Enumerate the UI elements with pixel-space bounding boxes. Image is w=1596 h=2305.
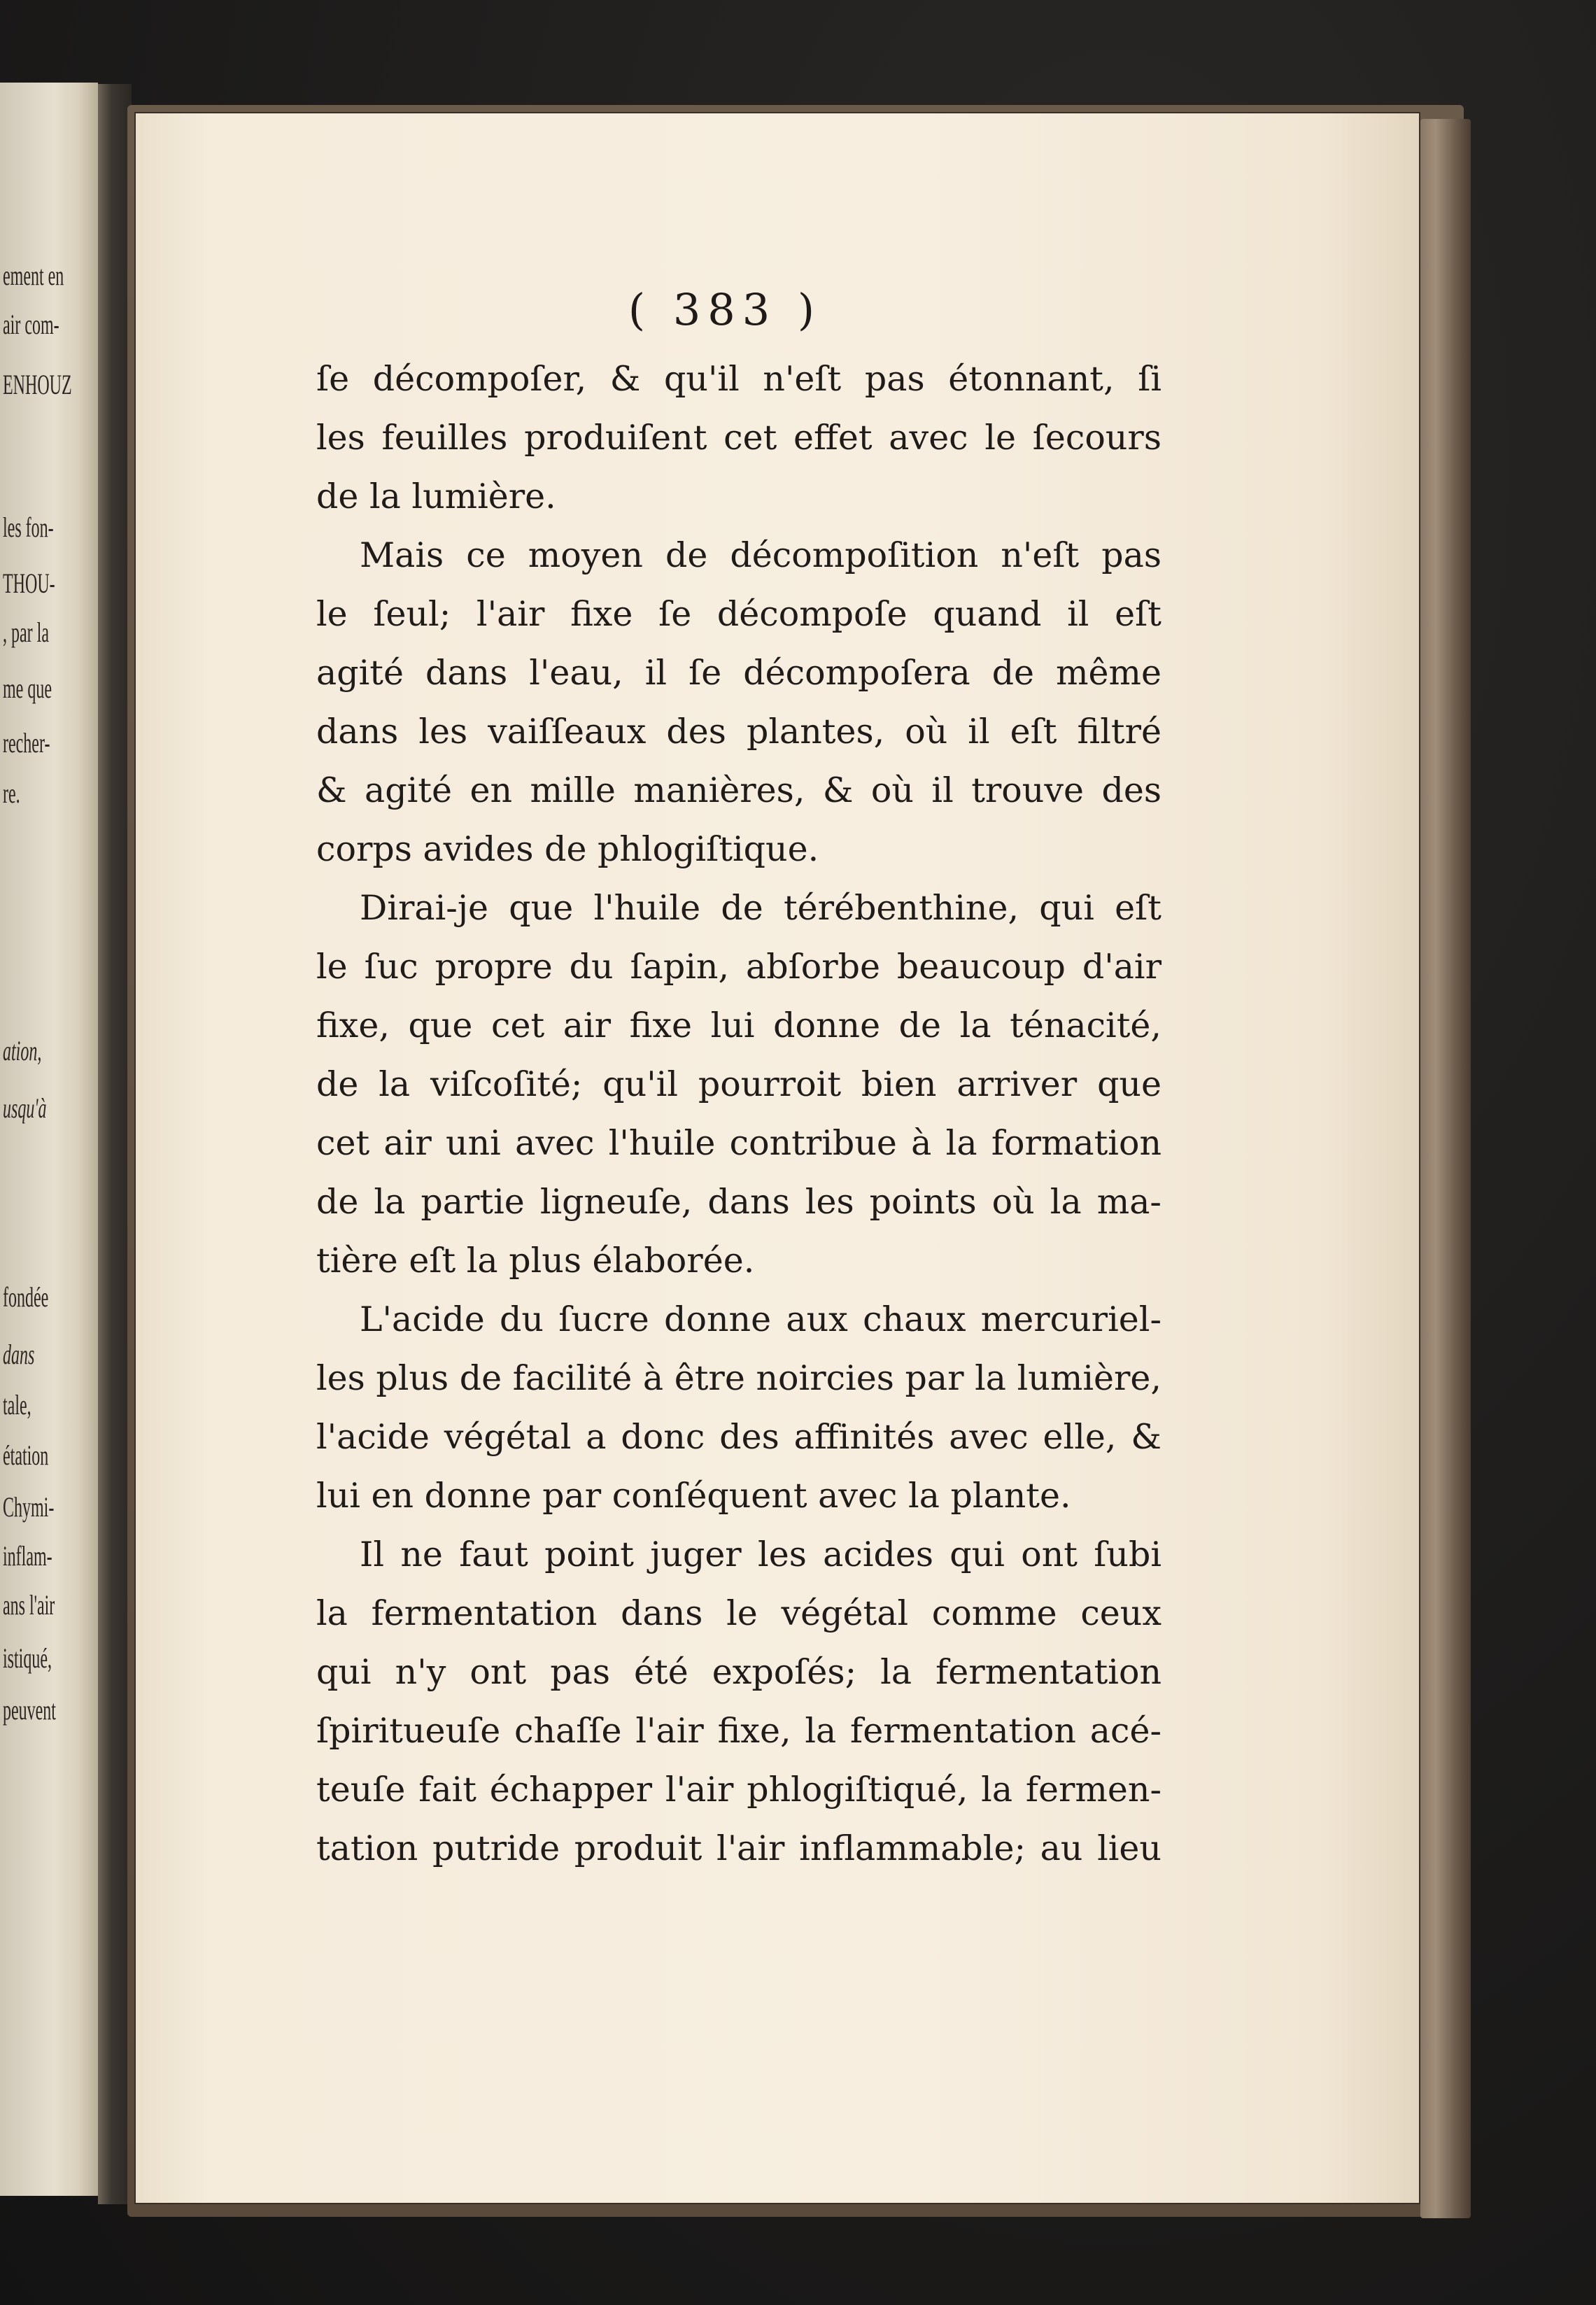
page-number: ( 383 ) bbox=[628, 284, 822, 335]
facing-page-edge bbox=[0, 83, 98, 2196]
text-line: L'acide du ſucre donne aux chaux mercuriel- bbox=[360, 1299, 1161, 1339]
facing-page-fragment: étation bbox=[3, 1439, 49, 1471]
book-cover-edge bbox=[1420, 119, 1471, 2218]
text-line: tation putride produit l'air inflammable; au lieu bbox=[316, 1828, 1161, 1868]
facing-page-fragment: ation, bbox=[3, 1035, 42, 1066]
text-line: & agité en mille manières, & où il trouve des bbox=[316, 770, 1161, 810]
facing-page-fragment: air com- bbox=[3, 309, 59, 340]
facing-page-fragment: THOU- bbox=[3, 568, 55, 599]
text-line: corps avides de phlogiſtique. bbox=[316, 829, 819, 869]
text-line: les plus de facilité à être noircies par la lumière, bbox=[316, 1358, 1161, 1398]
text-line: ſe décompoſer, & qu'il n'eſt pas étonnant, ſi bbox=[316, 359, 1161, 399]
facing-page-fragment: fondée bbox=[3, 1281, 49, 1313]
text-line: le ſuc propre du ſapin, abſorbe beaucoup d'air bbox=[316, 947, 1161, 987]
text-line: de la lumière. bbox=[316, 477, 556, 516]
facing-page-fragment: tale, bbox=[3, 1389, 31, 1421]
facing-page-fragment: ement en bbox=[3, 260, 64, 291]
text-line: tière eſt la plus élaborée. bbox=[316, 1241, 755, 1281]
text-line: fixe, que cet air fixe lui donne de la ténacité, bbox=[316, 1006, 1161, 1045]
facing-page-fragment: dans bbox=[3, 1339, 35, 1370]
text-line: teuſe fait échapper l'air phlogiſtiqué, la fermen- bbox=[316, 1770, 1161, 1810]
facing-page-fragment: recher- bbox=[3, 727, 50, 759]
facing-page-fragment: les fon- bbox=[3, 512, 54, 543]
text-line: lui en donne par conſéquent avec la plante. bbox=[316, 1476, 1071, 1516]
text-line: de la viſcoſité; qu'il pourroit bien arriver que bbox=[316, 1064, 1161, 1104]
facing-page-fragment: peuvent bbox=[3, 1694, 56, 1726]
text-line: le ſeul; l'air fixe ſe décompoſe quand il eſt bbox=[316, 594, 1161, 634]
text-line: les feuilles produiſent cet effet avec le ſecours bbox=[316, 418, 1161, 458]
facing-page-fragment: , par la bbox=[3, 616, 49, 648]
text-line: Il ne faut point juger les acides qui ont ſubi bbox=[360, 1535, 1161, 1574]
facing-page-fragment: ENHOUZ bbox=[3, 369, 72, 400]
text-line: dans les vaiſſeaux des plantes, où il eſt filtré bbox=[316, 712, 1161, 752]
facing-page-fragment: istiqué, bbox=[3, 1642, 52, 1674]
text-line: l'acide végétal a donc des affinités avec elle, & bbox=[316, 1417, 1161, 1457]
facing-page-fragment: re. bbox=[3, 777, 20, 809]
book-gutter bbox=[98, 84, 132, 2204]
text-line: qui n'y ont pas été expoſés; la fermentation bbox=[316, 1652, 1161, 1692]
facing-page-fragment: ans l'air bbox=[3, 1589, 55, 1621]
text-line: agité dans l'eau, il ſe décompoſera de même bbox=[316, 653, 1161, 693]
text-line: la fermentation dans le végétal comme ceux bbox=[316, 1593, 1161, 1633]
text-line: cet air uni avec l'huile contribue à la formation bbox=[316, 1123, 1161, 1163]
text-line: de la partie ligneuſe, dans les points où la ma- bbox=[316, 1182, 1161, 1222]
text-line: Mais ce moyen de décompoſition n'eſt pas bbox=[360, 535, 1161, 575]
facing-page-fragment: inflam- bbox=[3, 1540, 52, 1572]
facing-page-fragment: usqu'à bbox=[3, 1092, 47, 1124]
facing-page-fragment: Chymi- bbox=[3, 1491, 55, 1523]
text-line: ſpiritueuſe chaſſe l'air fixe, la fermentation acé- bbox=[316, 1711, 1161, 1751]
facing-page-fragment: me que bbox=[3, 672, 52, 704]
text-line: Dirai-je que l'huile de térébenthine, qui eſt bbox=[360, 888, 1161, 928]
